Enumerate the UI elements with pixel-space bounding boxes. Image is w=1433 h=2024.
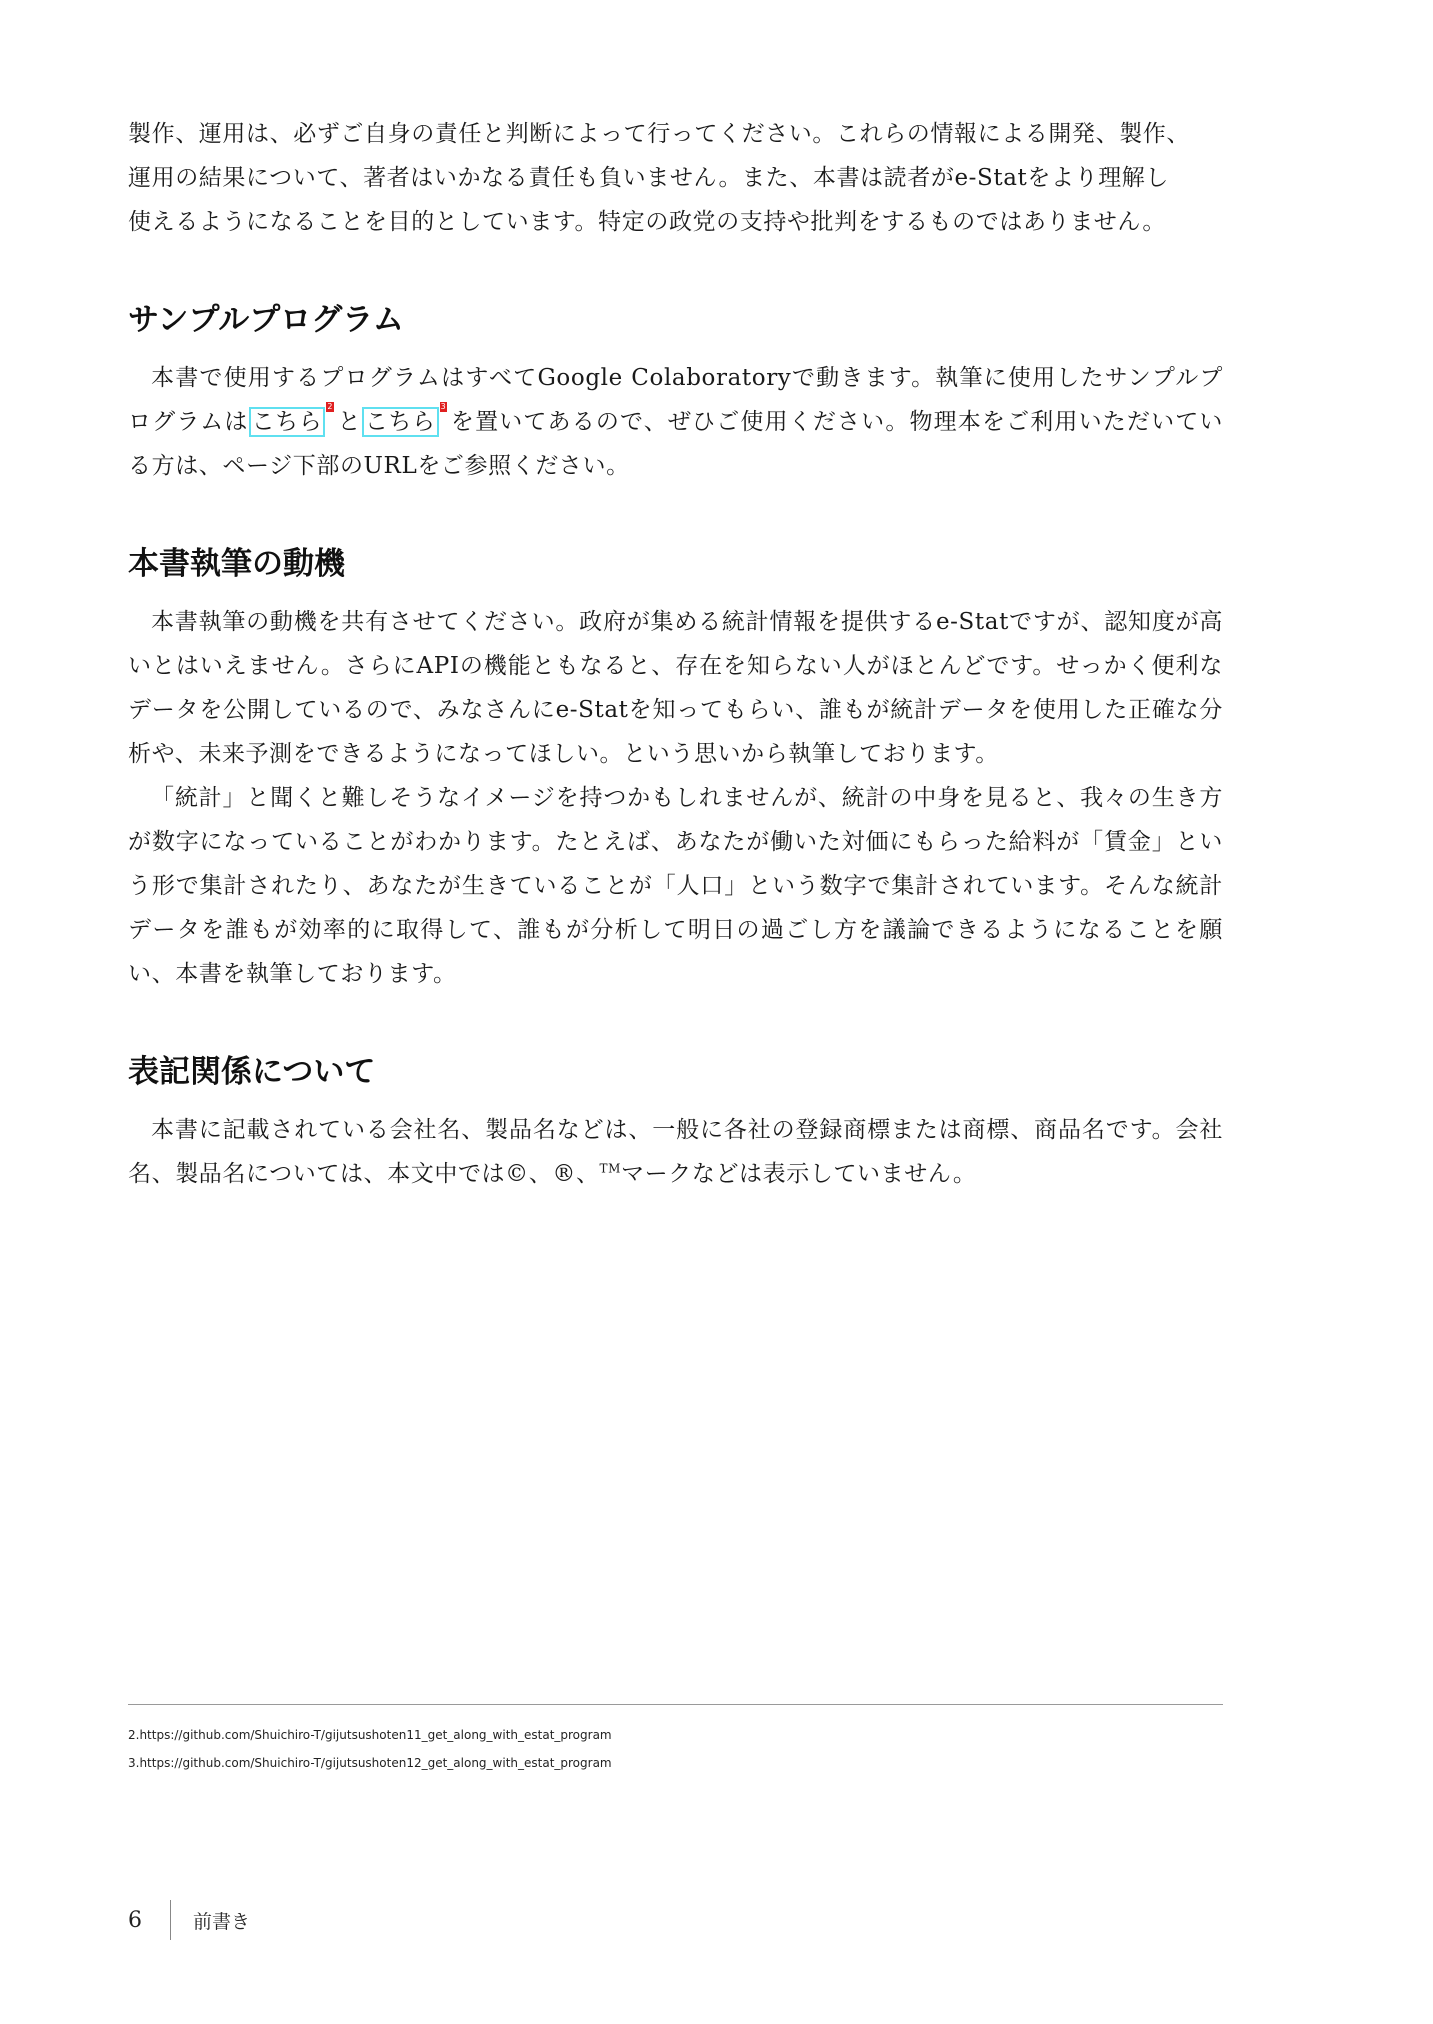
motive-paragraph-2: 「統計」と聞くと難しそうなイメージを持つかもしれませんが、統計の中身を見ると、我々の生き方が数字になっていることがわかります。たとえば、あなたが働いた対価にもらった給料が「賃金」という形で集計されたり、あなたが生きていることが「人口」という数字で集計されています。そんな統計データを誰もが効率的に取得して、誰もが分析して明日の過ごし方を議論できるようになることを願い、本書を執筆しております。: [128, 785, 1223, 987]
trademark-mark: TM: [599, 1161, 622, 1176]
heading-sample-program: サンプルプログラム: [128, 302, 404, 338]
notation-text-after: マークなどは表示していません。: [621, 1161, 977, 1187]
footnote-3[interactable]: 3.https://github.com/Shuichiro-T/gijutsushoten12_get_along_with_estat_program: [128, 1756, 612, 1770]
footnote-ref-2[interactable]: 2: [327, 402, 334, 411]
notation-text-before: 本書に記載されている会社名、製品名などは、一般に各社の登録商標または商標、商品名です。会社名、製品名については、本文中では©、®、: [128, 1117, 1223, 1187]
notation-paragraph: [128, 1108, 1223, 1196]
intro-line-1: 製作、運用は、必ずご自身の責任と判断によって行ってください。これらの情報による開発、製作、: [128, 121, 1190, 147]
sample-link-1[interactable]: こちら: [249, 407, 326, 437]
heading-notation: 表記関係について: [128, 1054, 376, 1090]
footnote-2[interactable]: 2.https://github.com/Shuichiro-T/gijutsushoten11_get_along_with_estat_program: [128, 1728, 612, 1742]
motive-paragraph-1: 本書執筆の動機を共有させてください。政府が集める統計情報を提供するe-Statですが、認知度が高いとはいえません。さらにAPIの機能ともなると、存在を知らない人がほとんどです。せっかく便利なデータを公開しているので、みなさんにe-Statを知ってもらい、誰もが統計データを使用した正確な分析や、未来予測をできるようになってほしい。という思いから執筆しております。: [128, 609, 1223, 767]
footnotes: [128, 1721, 1223, 1777]
footnote-divider: [128, 1704, 1223, 1705]
footer-divider: [170, 1900, 171, 1940]
intro-line-2: 運用の結果について、著者はいかなる責任も負いません。また、本書は読者がe-Statをより理解し: [128, 165, 1169, 191]
footnote-ref-3[interactable]: 3: [440, 402, 447, 411]
page-number: 6: [128, 1907, 142, 1933]
intro-paragraph: [128, 112, 1223, 244]
sample-text-between: と: [337, 409, 362, 435]
intro-line-3: 使えるようになることを目的としています。特定の政党の支持や批判をするものではありません。: [128, 209, 1166, 235]
sample-link-2[interactable]: こちら: [362, 407, 439, 437]
chapter-title: 前書き: [193, 1910, 251, 1933]
page-footer: [128, 1900, 250, 1940]
page-content: [128, 112, 1223, 1196]
heading-motive: 本書執筆の動機: [128, 546, 345, 582]
sample-text-before: 本書で使用するプログラムはすべてGoogle Colaboratoryで動きます。執筆に使用したサンプルプログラムは: [128, 365, 1223, 435]
sample-program-paragraph: [128, 356, 1223, 488]
sample-text-after: を置いてあるので、ぜひご使用ください。物理本をご利用いただいている方は、ページ下部のURLをご参照ください。: [128, 409, 1223, 479]
